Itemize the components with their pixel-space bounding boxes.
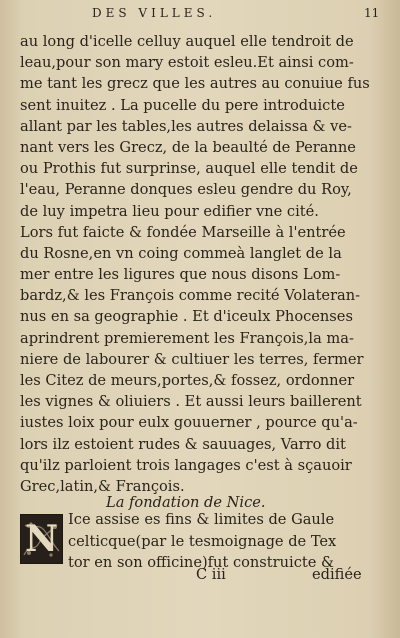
text-line: allant par les tables,les autres delaissa & ve- [20, 117, 352, 135]
text-line: mer entre les ligures que nous disons Lom- [20, 266, 341, 284]
text-line: du Rosne,en vn coing commeà langlet de la [20, 244, 342, 262]
text-line: Lors fut faicte & fondée Marseille à l'entrée [20, 223, 346, 241]
text-line: Grec,latin,& François. [20, 477, 185, 495]
text-line: qu'ilz parloient trois langages c'est à sçauoir [20, 456, 352, 474]
section-text [68, 509, 380, 574]
page-number: 11 [364, 6, 380, 20]
text-line: Ice assise es fins & limites de Gaule [68, 511, 335, 528]
text-line: les Citez de meurs,portes,& fossez, ordonner [20, 372, 355, 389]
running-title: DES VILLES. [92, 6, 217, 20]
text-line: iustes loix pour eulx gouuerner , pource qu'a- [20, 414, 358, 432]
text-line: au long d'icelle celluy auquel elle tendroit de [20, 33, 354, 50]
running-head [0, 6, 400, 24]
initial-letter: N [25, 518, 58, 560]
text-line: de luy impetra lieu pour edifier vne cité. [20, 202, 319, 220]
section-heading: La fondation de Nice. [106, 494, 266, 511]
text-line: aprindrent premierement les François,la ma- [20, 329, 354, 347]
text-line: sent inuitez . La pucelle du pere introduicte [20, 96, 345, 114]
text-line: ou Prothis fut surprinse, auquel elle tendit de [20, 160, 358, 178]
text-line: me tant les grecz que les autres au conuiue fus [20, 75, 370, 93]
page-footer [0, 566, 400, 586]
body-text [20, 31, 380, 497]
catchword: edifiée [312, 566, 362, 583]
text-line: nus en sa geographie . Et d'iceulx Phocenses [20, 308, 353, 326]
text-line: nant vers les Grecz, de la beaulté de Peranne [20, 138, 356, 156]
text-line: leau,pour son mary estoit esleu.Et ainsi com- [20, 54, 354, 72]
signature-mark: C iii [196, 566, 226, 583]
text-line: l'eau, Peranne donques esleu gendre du Roy, [20, 181, 352, 199]
text-line: niere de labourer & cultiuer les terres, fermer [20, 350, 364, 368]
text-line: bardz,& les François comme recité Volateran- [20, 287, 361, 305]
text-line: les vignes & oliuiers . Et aussi leurs baillerent [20, 393, 362, 411]
decorated-initial [20, 514, 63, 564]
text-line: tor en son officine)fut construicte & [68, 554, 335, 571]
text-line: lors ilz estoient rudes & sauuages, Varro dit [20, 435, 346, 453]
text-line: celticque(par le tesmoignage de Tex [68, 532, 337, 550]
